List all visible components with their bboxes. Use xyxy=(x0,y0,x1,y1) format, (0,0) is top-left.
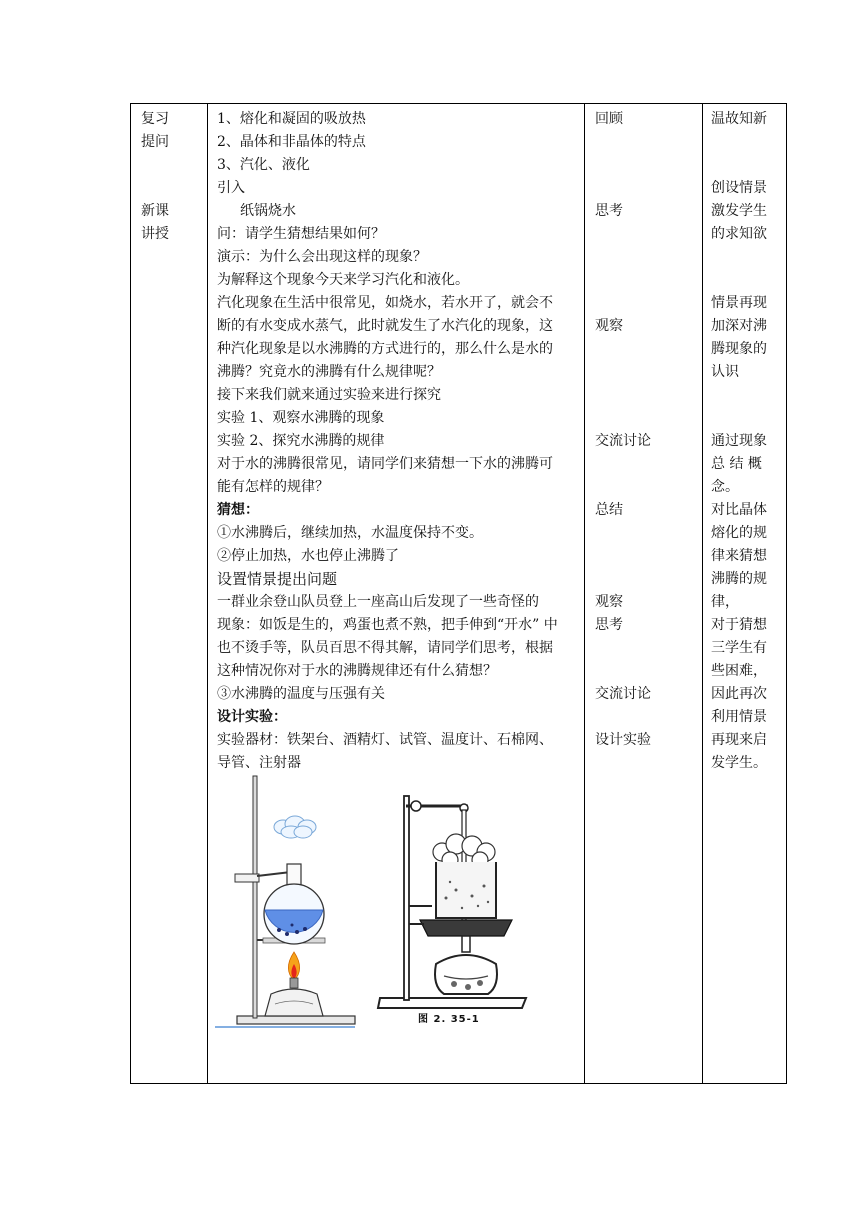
beaker-experiment-illustration xyxy=(376,786,536,1014)
section-new-label-2: 讲授 xyxy=(141,226,169,242)
intent-line: 利用情景 xyxy=(711,709,767,725)
figure-caption: 图 2. 35-1 xyxy=(418,1014,480,1025)
content-line: 也不烫手等，队员百思不得其解，请同学们思考，根据 xyxy=(217,640,553,656)
intent-line: 律来猜想 xyxy=(711,548,767,564)
content-line: 现象：如饭是生的，鸡蛋也煮不熟，把手伸到“开水” 中 xyxy=(217,617,558,633)
intent-line: 的求知欲 xyxy=(711,226,767,242)
content-line: 汽化现象在生活中很常见，如烧水，若水开了，就会不 xyxy=(217,295,553,311)
activity-discuss: 交流讨论 xyxy=(595,433,651,449)
intent-line: 情景再现 xyxy=(711,295,767,311)
activity-review: 回顾 xyxy=(595,111,623,127)
intent-line: 再现来启 xyxy=(711,732,767,748)
section-review-label-2: 提问 xyxy=(141,134,169,150)
intent-line: 念。 xyxy=(711,479,739,495)
intent-line: 创设情景 xyxy=(711,180,767,196)
activity-think: 思考 xyxy=(595,617,623,633)
intent-line: 加深对沸 xyxy=(711,318,767,334)
content-line: ③水沸腾的温度与压强有关 xyxy=(217,686,385,702)
content-line: ①水沸腾后，继续加热，水温度保持不变。 xyxy=(217,525,483,541)
intent-line: 些困难， xyxy=(711,663,767,679)
activity-think: 思考 xyxy=(595,203,623,219)
intent-line: 温故知新 xyxy=(711,111,767,127)
content-heading-guess: 猜想： xyxy=(217,502,259,518)
content-line: 演示：为什么会出现这样的现象？ xyxy=(217,249,427,265)
activity-observe: 观察 xyxy=(595,594,623,610)
content-line: 实验 1、观察水沸腾的现象 xyxy=(217,410,385,426)
intent-line: 腾现象的 xyxy=(711,341,767,357)
activity-discuss: 交流讨论 xyxy=(595,686,651,702)
intent-line: 总 结 概 xyxy=(711,456,762,472)
content-line: ②停止加热，水也停止沸腾了 xyxy=(217,548,399,564)
content-line: 接下来我们就来通过实验来进行探究 xyxy=(217,387,441,403)
content-line: 纸锅烧水 xyxy=(240,203,296,219)
intent-line: 通过现象 xyxy=(711,433,767,449)
content-line: 导管、注射器 xyxy=(217,755,301,771)
intent-line: 三学生有 xyxy=(711,640,767,656)
content-line: 断的有水变成水蒸气，此时就发生了水汽化的现象，这 xyxy=(217,318,553,334)
content-heading-design: 设计实验： xyxy=(217,709,287,725)
section-review-label-1: 复习 xyxy=(141,111,169,127)
content-line: 沸腾？究竟水的沸腾有什么规律呢？ xyxy=(217,364,441,380)
activity-design: 设计实验 xyxy=(595,732,651,748)
activity-observe: 观察 xyxy=(595,318,623,334)
intent-line: 对于猜想 xyxy=(711,617,767,633)
flask-boiling-illustration xyxy=(213,772,358,1030)
intent-line: 熔化的规 xyxy=(711,525,767,541)
content-line: 2、晶体和非晶体的特点 xyxy=(217,134,366,150)
content-line: 为解释这个现象今天来学习汽化和液化。 xyxy=(217,272,469,288)
content-line: 引入 xyxy=(217,180,245,196)
content-line: 种汽化现象是以水沸腾的方式进行的，那么什么是水的 xyxy=(217,341,553,357)
content-line: 实验器材：铁架台、酒精灯、试管、温度计、石棉网、 xyxy=(217,732,553,748)
intent-line: 激发学生 xyxy=(711,203,767,219)
intent-line: 发学生。 xyxy=(711,755,767,771)
content-heading-scenario: 设置情景提出问题 xyxy=(217,570,338,588)
content-line: 这种情况你对于水的沸腾规律还有什么猜想？ xyxy=(217,663,497,679)
intent-line: 律， xyxy=(711,594,739,610)
content-line: 1、熔化和凝固的吸放热 xyxy=(217,111,366,127)
content-line: 问：请学生猜想结果如何？ xyxy=(217,226,385,242)
intent-line: 对比晶体 xyxy=(711,502,767,518)
intent-line: 认识 xyxy=(711,364,739,380)
intent-line: 沸腾的规 xyxy=(711,571,767,587)
content-line: 对于水的沸腾很常见，请同学们来猜想一下水的沸腾可 xyxy=(217,456,553,472)
content-line: 实验 2、探究水沸腾的规律 xyxy=(217,433,385,449)
content-line: 能有怎样的规律？ xyxy=(217,479,329,495)
intent-line: 因此再次 xyxy=(711,686,767,702)
activity-summary: 总结 xyxy=(595,502,623,518)
content-line: 一群业余登山队员登上一座高山后发现了一些奇怪的 xyxy=(217,594,539,610)
content-line: 3、汽化、液化 xyxy=(217,157,310,173)
section-new-label-1: 新课 xyxy=(141,203,169,219)
